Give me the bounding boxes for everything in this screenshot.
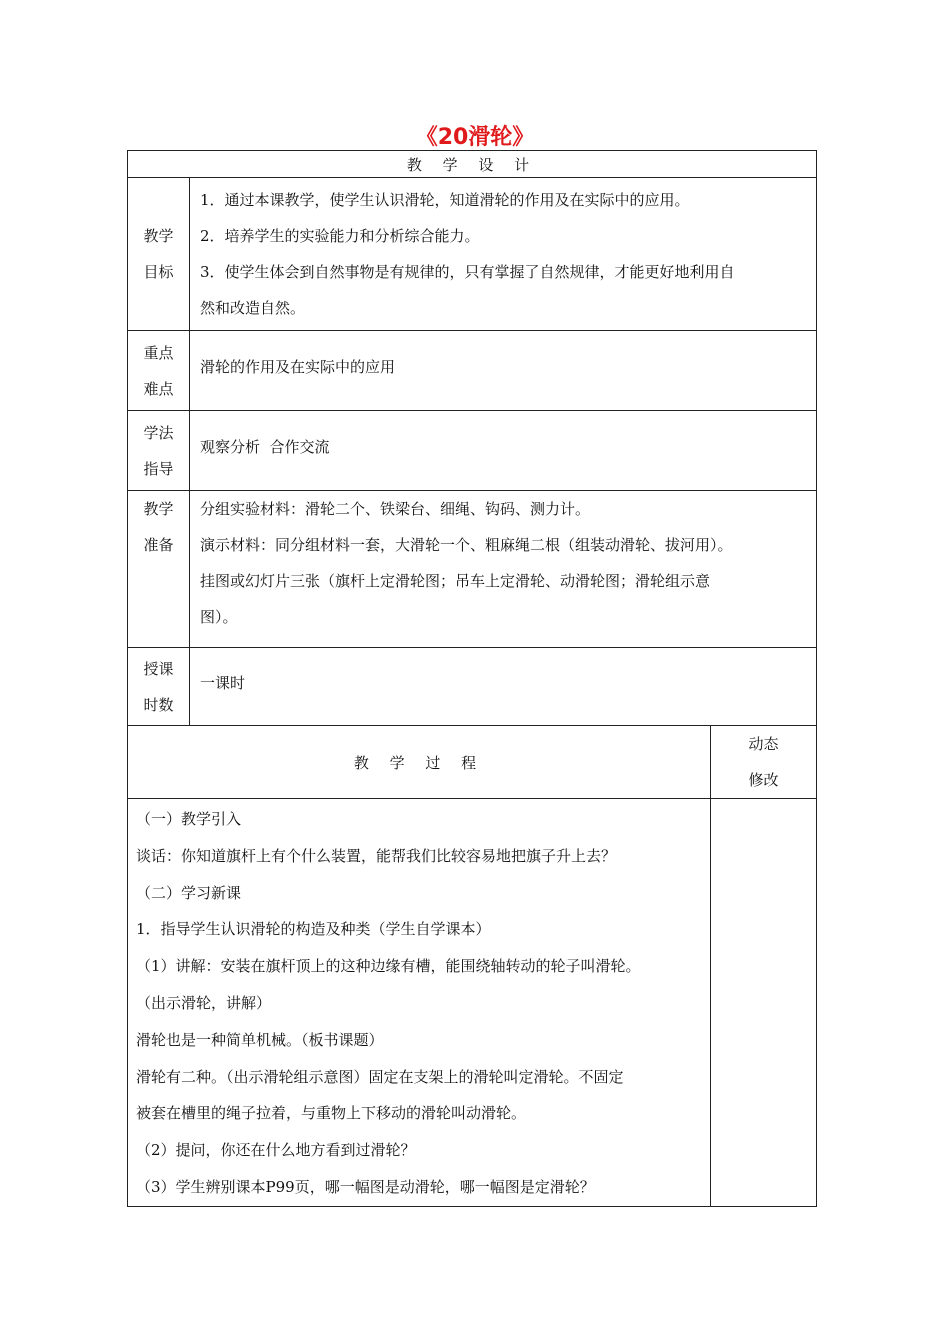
row-process-content bbox=[128, 799, 817, 1207]
process-content: （一）教学引入 谈话：你知道旗杆上有个什么装置，能帮我们比较容易地把旗子升上去？ （二）学习新课 1．指导学生认识滑轮的构造及种类（学生自学课本） （1）讲解：安装在旗杆顶上的这种边缘有槽，能围绕轴转动的轮子叫滑轮。 （出示滑轮，讲解） 滑轮也是一种简单机械。（板书课题） 滑轮有二种。（出示滑轮组示意图）固定在支架上的滑轮叫定滑轮。不固定 被套在槽里的绳子拉着，与重物上下移动的滑轮叫动滑轮。 （2）提问，你还在什么地方看到过滑轮？ （3）学生辨别课本P99页，哪一幅图是动滑轮，哪一幅图是定滑轮？ bbox=[128, 799, 711, 1207]
dynamic-edit-label: 动态 修改 bbox=[711, 726, 817, 799]
row-content-time: 一课时 bbox=[190, 648, 817, 726]
row-content-key: 滑轮的作用及在实际中的应用 bbox=[190, 331, 817, 411]
row-goals bbox=[128, 178, 817, 331]
table-header: 教 学 设 计 bbox=[128, 151, 817, 178]
row-content-goals: 1．通过本课教学，使学生认识滑轮，知道滑轮的作用及在实际中的应用。 2．培养学生的实验能力和分析综合能力。 3．使学生体会到自然事物是有规律的，只有掌握了自然规律，才能更好地利用自 然和改造自然。 bbox=[190, 178, 817, 331]
row-label-time: 授课 时数 bbox=[128, 648, 190, 726]
process-header: 教 学 过 程 bbox=[128, 726, 711, 799]
dynamic-edit-cell bbox=[711, 799, 817, 1207]
row-method bbox=[128, 411, 817, 491]
row-prep bbox=[128, 491, 817, 648]
row-content-method: 观察分析 合作交流 bbox=[190, 411, 817, 491]
lesson-plan-table bbox=[127, 150, 817, 1207]
row-label-key: 重点 难点 bbox=[128, 331, 190, 411]
row-time bbox=[128, 648, 817, 726]
row-label-method: 学法 指导 bbox=[128, 411, 190, 491]
document-title: 《20滑轮》 bbox=[415, 125, 535, 150]
row-label-prep: 教学 准备 bbox=[128, 491, 190, 648]
row-key bbox=[128, 331, 817, 411]
row-process-header bbox=[128, 726, 817, 799]
row-content-prep: 分组实验材料：滑轮二个、铁梁台、细绳、钩码、测力计。 演示材料：同分组材料一套，大滑轮一个、粗麻绳二根（组装动滑轮、拔河用）。 挂图或幻灯片三张（旗杆上定滑轮图；吊车上定滑轮、动滑轮图；滑轮组示意 图）。 bbox=[190, 491, 817, 648]
row-label-goals: 教学 目标 bbox=[128, 178, 190, 331]
